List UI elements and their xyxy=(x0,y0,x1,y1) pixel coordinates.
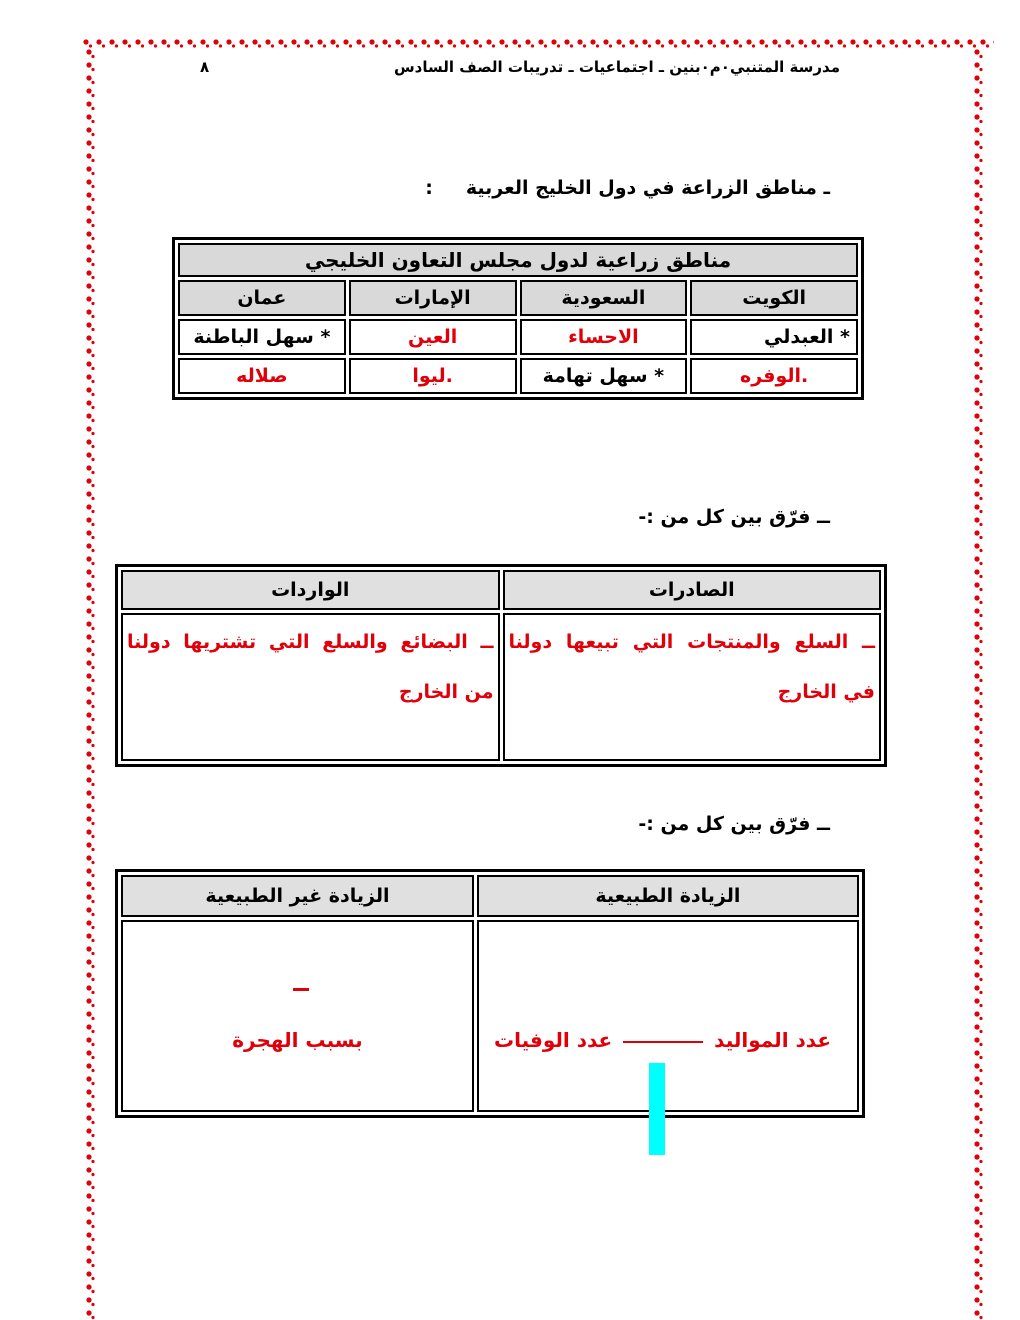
page-border-top xyxy=(82,36,994,50)
migration-cause: بسبب الهجرة xyxy=(232,1028,363,1052)
section-title-agriculture: ـ مناطق الزراعة في دول الخليج العربية : xyxy=(425,177,830,199)
section-title-compare-trade: ــ فرّق بين كل من :- xyxy=(638,506,830,528)
table-cell: .الوفره xyxy=(690,358,858,394)
page-border-left xyxy=(84,48,98,1320)
table-cell: * سهل تهامة xyxy=(520,358,688,394)
agriculture-table xyxy=(172,237,864,400)
page-header xyxy=(200,58,840,82)
dash-mark xyxy=(293,988,309,991)
trade-compare-table xyxy=(115,564,887,767)
table-cell: الاحساء xyxy=(520,319,688,355)
table-cell: العين xyxy=(349,319,517,355)
agriculture-table-caption: مناطق زراعية لدول مجلس التعاون الخليجي xyxy=(178,243,858,277)
unnatural-increase-cell xyxy=(121,920,474,1112)
table-cell: * العبدلي xyxy=(690,319,858,355)
col-header-saudi: السعودية xyxy=(520,280,688,316)
col-header-oman: عمان xyxy=(178,280,346,316)
imports-header: الواردات xyxy=(121,570,500,610)
page-border-right xyxy=(972,48,986,1320)
table-cell: صلاله xyxy=(178,358,346,394)
table-cell: .ليوا xyxy=(349,358,517,394)
population-compare-table xyxy=(115,869,865,1118)
natural-increase-header: الزيادة الطبيعية xyxy=(477,875,859,917)
minus-line xyxy=(623,1041,703,1043)
exports-header: الصادرات xyxy=(503,570,882,610)
births-label: عدد المواليد xyxy=(714,1028,831,1052)
cyan-marker xyxy=(649,1063,665,1155)
col-header-kuwait: الكويت xyxy=(690,280,858,316)
unnatural-increase-header: الزيادة غير الطبيعية xyxy=(121,875,474,917)
natural-increase-cell xyxy=(477,920,859,1112)
natural-increase-formula xyxy=(494,1028,831,1052)
page-number: ٨ xyxy=(200,58,210,76)
exports-definition: ــ السلع والمنتجات التي تبيعها دولنا في الخارج xyxy=(503,613,882,761)
section-title-compare-population: ــ فرّق بين كل من :- xyxy=(638,813,830,835)
school-title: مدرسة المتنبي٠م٠بنين ـ اجتماعيات ـ تدريبات الصف السادس xyxy=(393,58,840,76)
col-header-uae: الإمارات xyxy=(349,280,517,316)
table-cell: * سهل الباطنة xyxy=(178,319,346,355)
imports-definition: ــ البضائع والسلع التي تشتريها دولنا من الخارج xyxy=(121,613,500,761)
deaths-label: عدد الوفيات xyxy=(494,1028,613,1052)
